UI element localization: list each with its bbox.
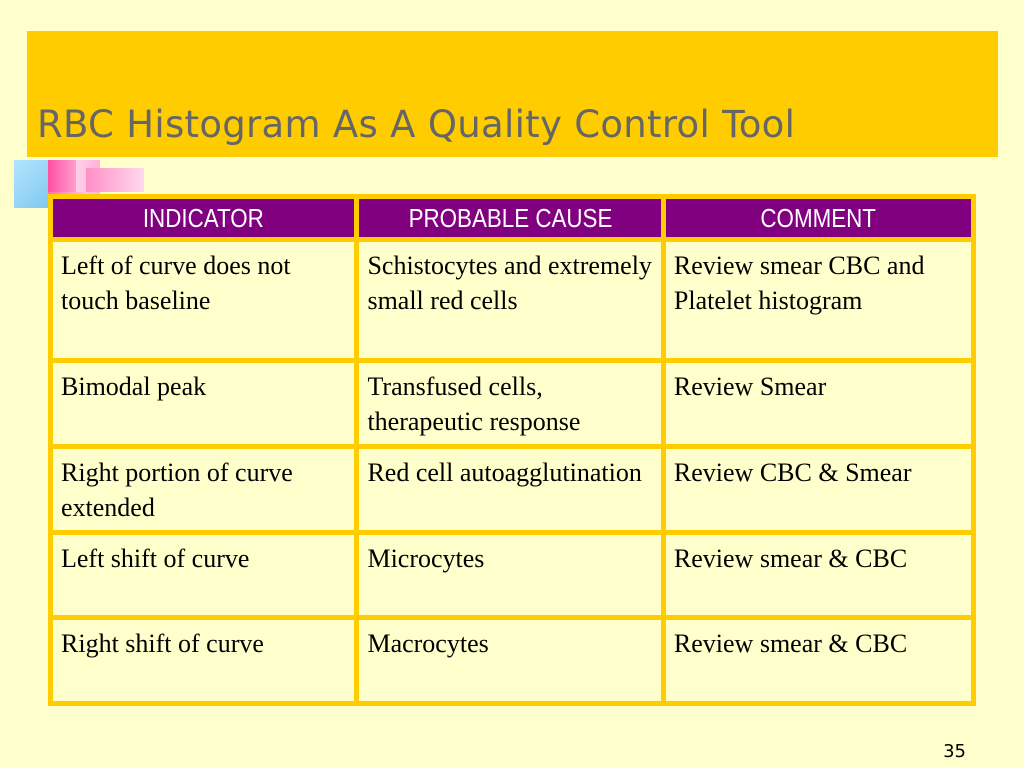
cell-probable-cause: Schistocytes and extremely small red cells bbox=[359, 242, 660, 358]
table-row bbox=[53, 363, 971, 444]
cell-indicator: Left shift of curve bbox=[53, 535, 354, 616]
slide-title: RBC Histogram As A Quality Control Tool bbox=[37, 103, 796, 146]
cell-probable-cause: Transfused cells, therapeutic response bbox=[359, 363, 660, 444]
header-probable-cause: PROBABLE CAUSE bbox=[359, 199, 660, 237]
cell-probable-cause: Microcytes bbox=[359, 535, 660, 616]
histogram-qc-table-wrapper bbox=[48, 194, 976, 706]
cell-probable-cause: Red cell autoagglutination bbox=[359, 449, 660, 530]
cell-comment: Review smear & CBC bbox=[666, 535, 971, 616]
title-bar bbox=[27, 31, 998, 157]
cell-indicator: Bimodal peak bbox=[53, 363, 354, 444]
table-row bbox=[53, 535, 971, 616]
decorative-square-pink bbox=[48, 160, 76, 194]
header-comment: COMMENT bbox=[666, 199, 971, 237]
page-number: 35 bbox=[943, 741, 966, 762]
table-row bbox=[53, 242, 971, 358]
table-row bbox=[53, 449, 971, 530]
decorative-bar-pink bbox=[86, 168, 144, 192]
cell-probable-cause: Macrocytes bbox=[359, 620, 660, 701]
cell-indicator: Right portion of curve extended bbox=[53, 449, 354, 530]
cell-comment: Review CBC & Smear bbox=[666, 449, 971, 530]
cell-indicator: Right shift of curve bbox=[53, 620, 354, 701]
header-indicator: INDICATOR bbox=[53, 199, 354, 237]
table-row bbox=[53, 620, 971, 701]
histogram-qc-table bbox=[48, 194, 976, 706]
cell-indicator: Left of curve does not touch baseline bbox=[53, 242, 354, 358]
table-header-row bbox=[53, 199, 971, 237]
cell-comment: Review smear & CBC bbox=[666, 620, 971, 701]
cell-comment: Review Smear bbox=[666, 363, 971, 444]
decorative-square-blue bbox=[14, 160, 50, 208]
cell-comment: Review smear CBC and Platelet histogram bbox=[666, 242, 971, 358]
